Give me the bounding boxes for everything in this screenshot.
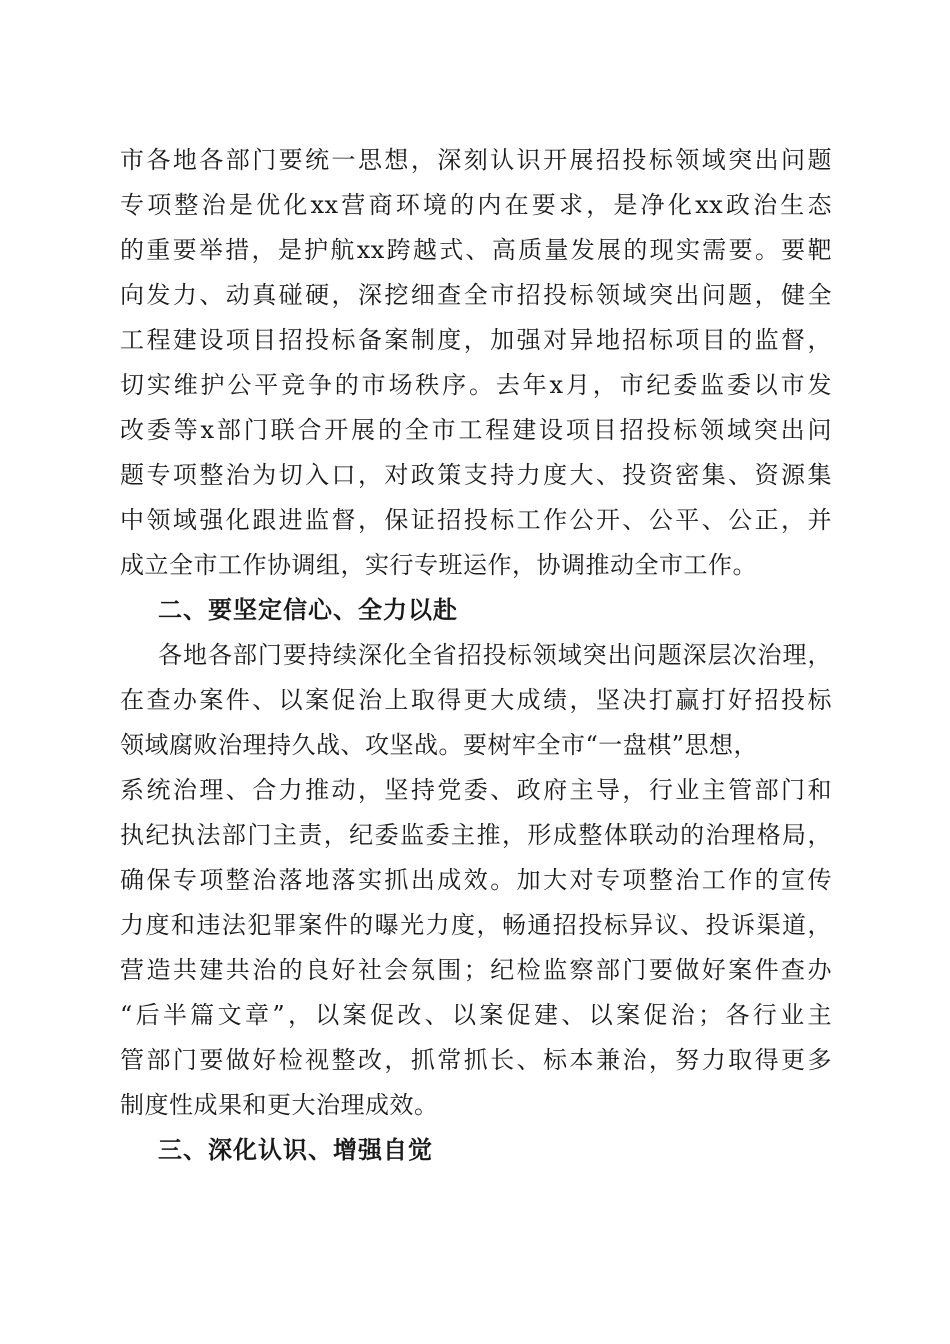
paragraph-line: 题专项整治为切入口，对政策支持力度大、投资密集、资源集 bbox=[120, 461, 832, 489]
paragraph-line: 确保专项整治落地落实抓出成效。加大对专项整治工作的宣传 bbox=[120, 866, 832, 894]
paragraph-line: 营造共建共治的良好社会氛围；纪检监察部门要做好案件查办 bbox=[120, 956, 832, 984]
paragraph-line: 工程建设项目招投标备案制度，加强对异地招标项目的监督， bbox=[120, 326, 832, 354]
section-heading-2: 二、要坚定信心、全力以赴 bbox=[158, 596, 458, 624]
paragraph-line: 市各地各部门要统一思想，深刻认识开展招投标领域突出问题 bbox=[120, 146, 832, 174]
paragraph-line: 在查办案件、以案促治上取得更大成绩，坚决打赢打好招投标 bbox=[120, 686, 832, 714]
paragraph-line: 系统治理、合力推动，坚持党委、政府主导，行业主管部门和 bbox=[120, 776, 832, 804]
section-heading-3: 三、深化认识、增强自觉 bbox=[158, 1136, 433, 1164]
paragraph-line: 成立全市工作协调组，实行专班运作，协调推动全市工作。 bbox=[120, 551, 757, 579]
paragraph-line: 管部门要做好检视整改，抓常抓长、标本兼治，努力取得更多 bbox=[120, 1046, 832, 1074]
paragraph-line: “后半篇文章”，以案促改、以案促建、以案促治；各行业主 bbox=[120, 1001, 832, 1029]
paragraph-line: 领域腐败治理持久战、攻坚战。要树牢全市“一盘棋”思想， bbox=[120, 731, 759, 759]
paragraph-line: 向发力、动真碰硬，深挖细查全市招投标领域突出问题，健全 bbox=[120, 281, 832, 309]
paragraph-line: 的重要举措，是护航xx跨越式、高质量发展的现实需要。要靶 bbox=[120, 236, 832, 264]
paragraph-line: 力度和违法犯罪案件的曝光力度，畅通招投标异议、投诉渠道， bbox=[120, 911, 832, 939]
paragraph-line: 改委等x部门联合开展的全市工程建设项目招投标领域突出问 bbox=[120, 416, 832, 444]
paragraph-line: 切实维护公平竞争的市场秩序。去年x月，市纪委监委以市发 bbox=[120, 371, 832, 399]
paragraph-line: 制度性成果和更大治理成效。 bbox=[120, 1091, 439, 1119]
paragraph-line: 专项整治是优化xx营商环境的内在要求，是净化xx政治生态 bbox=[120, 191, 832, 219]
paragraph-line: 中领域强化跟进监督，保证招投标工作公开、公平、公正，并 bbox=[120, 506, 832, 534]
paragraph-line: 各地各部门要持续深化全省招投标领域突出问题深层次治理， bbox=[158, 641, 832, 669]
paragraph-line: 执纪执法部门主责，纪委监委主推，形成整体联动的治理格局， bbox=[120, 821, 832, 849]
